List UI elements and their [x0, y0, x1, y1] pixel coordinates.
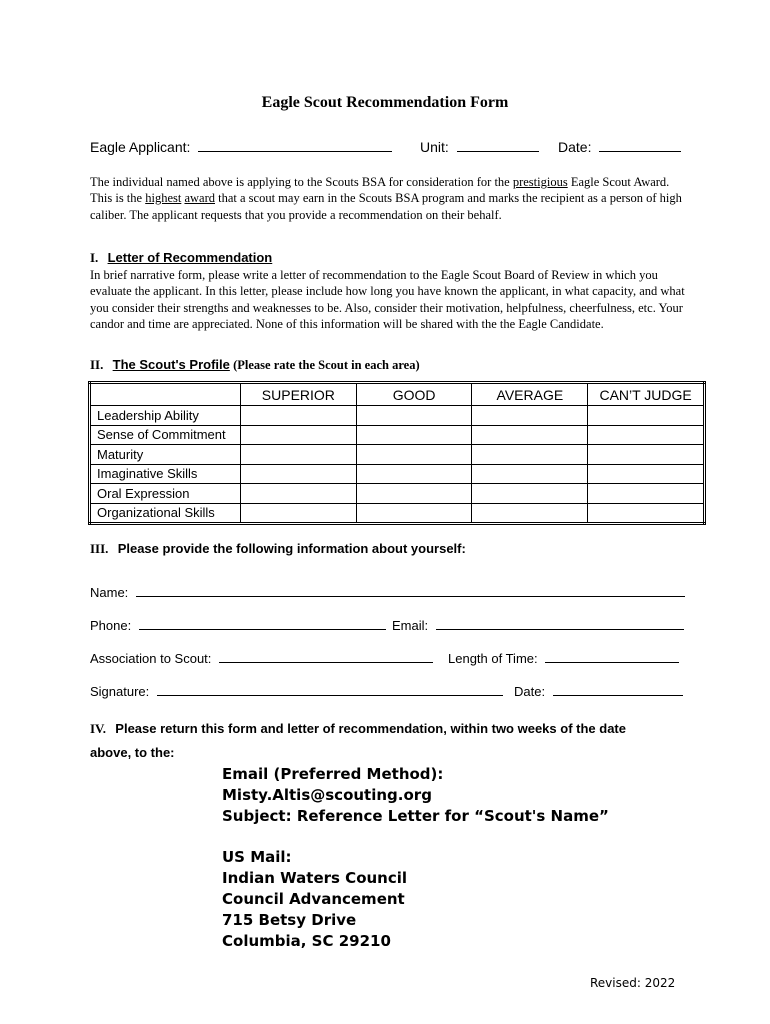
- rating-cell[interactable]: [356, 445, 472, 465]
- rating-cell[interactable]: [240, 406, 356, 426]
- table-row: [90, 425, 705, 445]
- section-2-title: The Scout's Profile: [112, 357, 230, 372]
- association-input-line[interactable]: [219, 662, 433, 663]
- rating-cell[interactable]: [588, 484, 705, 504]
- phone-label: Phone:: [90, 618, 132, 633]
- section-1-numeral: I.: [90, 250, 99, 265]
- signature-input-line[interactable]: [157, 695, 503, 696]
- row-label: Oral Expression: [90, 484, 241, 504]
- signature-date-input-line[interactable]: [553, 695, 683, 696]
- rating-cell[interactable]: [356, 484, 472, 504]
- form-title: Eagle Scout Recommendation Form: [261, 94, 509, 111]
- mail-header: US Mail:: [222, 848, 292, 866]
- section-2-note: (Please rate the Scout in each area): [233, 358, 420, 372]
- mail-contact-block: [222, 847, 407, 952]
- table-row: [90, 484, 705, 504]
- row-label: Imaginative Skills: [90, 464, 241, 484]
- section-4-numeral: IV.: [90, 721, 107, 736]
- unit-label: Unit:: [420, 139, 449, 155]
- section-2-heading: [90, 357, 420, 373]
- date-label: Date:: [558, 139, 592, 155]
- row-label: Sense of Commitment: [90, 425, 241, 445]
- rating-cell[interactable]: [588, 464, 705, 484]
- rating-cell[interactable]: [240, 484, 356, 504]
- section-4-title-line-1: Please return this form and letter of recommendation, within two weeks of the date: [115, 721, 626, 736]
- table-row: [90, 406, 705, 426]
- section-1-title: Letter of Recommendation: [107, 250, 273, 265]
- table-row: [90, 503, 705, 524]
- rating-cell[interactable]: [588, 406, 705, 426]
- rating-cell[interactable]: [240, 425, 356, 445]
- signature-row: [90, 684, 503, 699]
- intro-paragraph: [90, 174, 690, 223]
- applicant-row: [90, 139, 392, 155]
- rating-cell[interactable]: [472, 484, 588, 504]
- name-label: Name:: [90, 585, 129, 600]
- section-1-text: In brief narrative form, please write a letter of recommendation to the Eagle Scout Board of Review in which you evaluate the applicant. In this letter, please include how long you have known the applicant, in what capacity, and what you consider their strengths and weaknesses to be. Also, consider their motivation, helpfulness, cheerfulness, etc. Your candor and time are appreciated. None of this information will be shared with the the Eagle Candidate.: [90, 268, 685, 331]
- email-contact-block: [222, 764, 609, 827]
- signature-date-label: Date:: [514, 684, 546, 699]
- row-label: Organizational Skills: [90, 503, 241, 524]
- rating-cell[interactable]: [356, 425, 472, 445]
- mail-address-line: 715 Betsy Drive: [222, 911, 357, 929]
- col-superior: SUPERIOR: [240, 383, 356, 406]
- section-3-numeral: III.: [90, 541, 109, 556]
- section-4-title-line-2: above, to the:: [90, 745, 175, 760]
- signature-date-row: [514, 684, 683, 699]
- section-3-heading: [90, 541, 466, 557]
- intro-text-1: The individual named above is applying to the Scouts BSA for consideration for the: [90, 175, 513, 189]
- applicant-input-line[interactable]: [198, 151, 392, 152]
- intro-text-2: Eagle Scout Award. This is the: [90, 175, 670, 206]
- rating-cell[interactable]: [588, 503, 705, 524]
- phone-row: [90, 618, 386, 633]
- table-row: [90, 464, 705, 484]
- section-3-title: Please provide the following information about yourself:: [117, 541, 466, 556]
- section-4-heading: [90, 717, 626, 765]
- rating-cell[interactable]: [472, 445, 588, 465]
- intro-word-award: award: [184, 191, 215, 206]
- rating-cell[interactable]: [240, 503, 356, 524]
- name-row: [90, 585, 685, 600]
- signature-label: Signature:: [90, 684, 150, 699]
- email-input-line[interactable]: [436, 629, 684, 630]
- rating-cell[interactable]: [472, 464, 588, 484]
- section-2-numeral: II.: [90, 357, 104, 372]
- rating-cell[interactable]: [588, 445, 705, 465]
- email-row: [392, 618, 684, 633]
- unit-row: [420, 139, 539, 155]
- table-row: [90, 445, 705, 465]
- date-row: [558, 139, 681, 155]
- rating-cell[interactable]: [472, 425, 588, 445]
- applicant-label: Eagle Applicant:: [90, 139, 191, 155]
- length-label: Length of Time:: [448, 651, 538, 666]
- length-row: [448, 651, 679, 666]
- association-label: Association to Scout:: [90, 651, 212, 666]
- intro-word-highest: highest: [145, 191, 182, 206]
- rating-cell[interactable]: [472, 503, 588, 524]
- email-label: Email:: [392, 618, 429, 633]
- rating-cell[interactable]: [472, 406, 588, 426]
- length-input-line[interactable]: [545, 662, 679, 663]
- rating-cell[interactable]: [356, 503, 472, 524]
- row-label: Maturity: [90, 445, 241, 465]
- unit-input-line[interactable]: [457, 151, 539, 152]
- mail-address-line: Indian Waters Council: [222, 869, 408, 887]
- col-good: GOOD: [356, 383, 472, 406]
- mail-address-line: Council Advancement: [222, 890, 405, 908]
- phone-input-line[interactable]: [139, 629, 386, 630]
- email-address-link[interactable]: Misty.Altis@scouting.org: [222, 786, 432, 804]
- section-1-heading: [90, 250, 272, 266]
- table-header-row: [90, 383, 705, 406]
- rating-cell[interactable]: [240, 464, 356, 484]
- intro-text-3: that a scout may earn in the Scouts BSA program and marks the recipient as a person of high caliber. The applicant requests that you provide a recommendation on their behalf.: [90, 191, 682, 222]
- association-row: [90, 651, 433, 666]
- rating-cell[interactable]: [356, 464, 472, 484]
- row-label: Leadership Ability: [90, 406, 241, 426]
- mail-address-line: Columbia, SC 29210: [222, 932, 391, 950]
- name-input-line[interactable]: [136, 596, 685, 597]
- rating-cell[interactable]: [588, 425, 705, 445]
- date-input-line[interactable]: [599, 151, 681, 152]
- revised-date: Revised: 2022: [590, 976, 676, 990]
- rating-cell[interactable]: [240, 445, 356, 465]
- intro-word-prestigious: prestigious: [512, 175, 568, 189]
- scout-profile-table: [88, 381, 706, 525]
- rating-cell[interactable]: [356, 406, 472, 426]
- col-cant-judge: CAN’T JUDGE: [588, 383, 705, 406]
- email-method-header: Email (Preferred Method):: [222, 765, 444, 783]
- email-subject-line: Subject: Reference Letter for “Scout's Name”: [222, 807, 609, 825]
- table-header-blank: [90, 383, 241, 406]
- col-average: AVERAGE: [472, 383, 588, 406]
